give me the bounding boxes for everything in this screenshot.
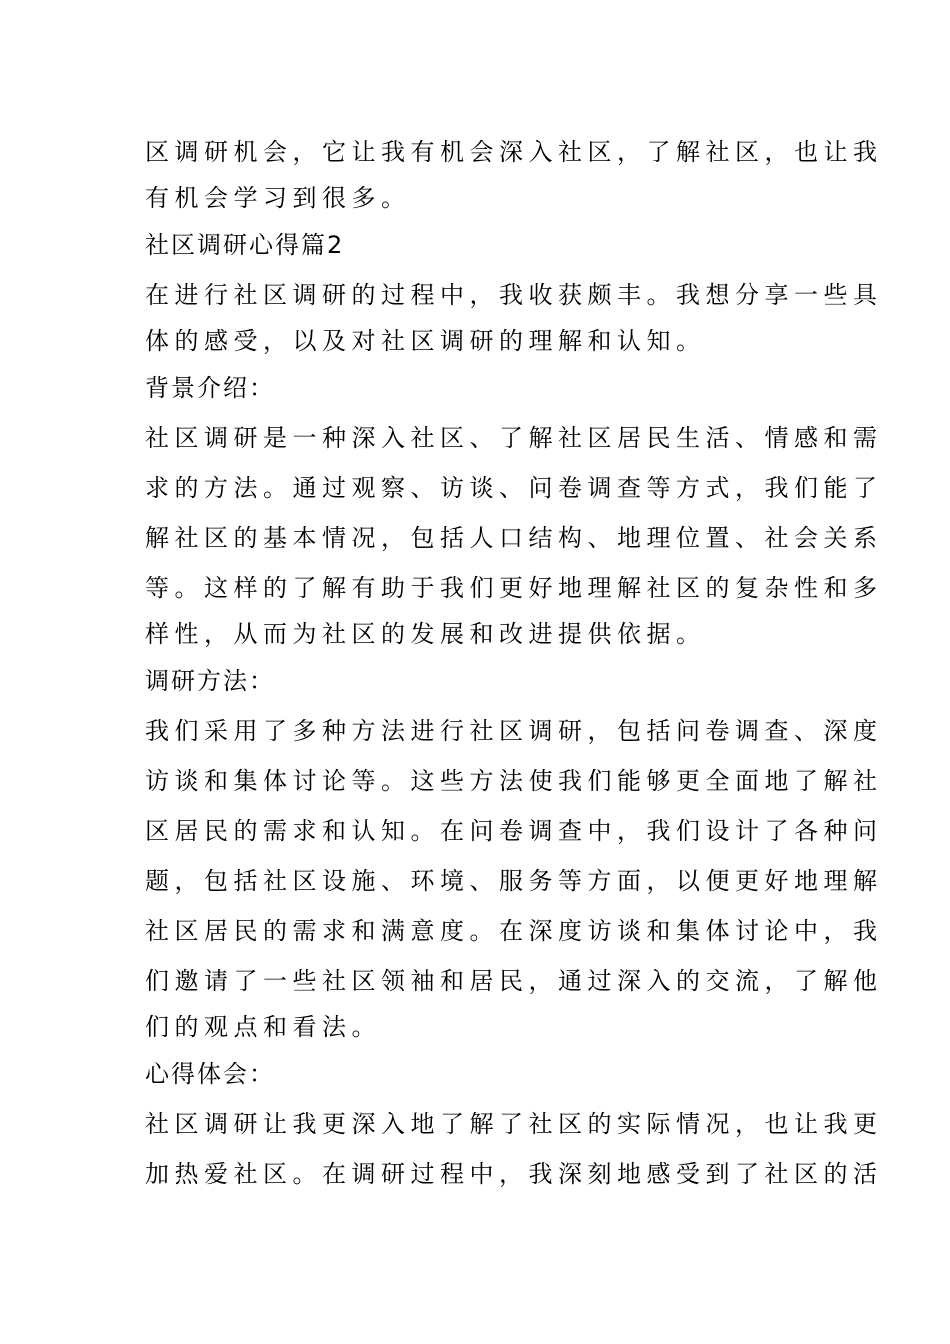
body-line: 我们采用了多种方法进行社区调研，包括问卷调查、深度 bbox=[145, 717, 883, 745]
body-line: 有机会学习到很多。 bbox=[145, 184, 411, 212]
body-line: 们的观点和看法。 bbox=[145, 1013, 381, 1041]
body-line: 们邀请了一些社区领袖和居民，通过深入的交流，了解他 bbox=[145, 967, 883, 995]
body-line: 等。这样的了解有助于我们更好地理解社区的复杂性和多 bbox=[145, 574, 883, 602]
body-line: 在进行社区调研的过程中，我收获颇丰。我想分享一些具 bbox=[145, 281, 883, 309]
body-line: 社区调研让我更深入地了解了社区的实际情况，也让我更 bbox=[145, 1110, 883, 1138]
body-line: 加热爱社区。在调研过程中，我深刻地感受到了社区的活 bbox=[145, 1160, 883, 1188]
subheading-experience: 心得体会： bbox=[145, 1060, 275, 1088]
document-body bbox=[145, 127, 883, 1199]
section-title: 社区调研心得篇2 bbox=[145, 231, 345, 259]
body-line: 社区调研是一种深入社区、了解社区居民生活、情感和需 bbox=[145, 424, 883, 452]
subheading-background: 背景介绍： bbox=[145, 374, 275, 402]
body-line: 区调研机会，它让我有机会深入社区，了解社区，也让我 bbox=[145, 138, 883, 166]
body-line: 解社区的基本情况，包括人口结构、地理位置、社会关系 bbox=[145, 524, 883, 552]
body-line: 区居民的需求和认知。在问卷调查中，我们设计了各种问 bbox=[145, 817, 883, 845]
body-line: 体的感受，以及对社区调研的理解和认知。 bbox=[145, 327, 706, 355]
body-line: 样性，从而为社区的发展和改进提供依据。 bbox=[145, 620, 706, 648]
body-line: 社区居民的需求和满意度。在深度访谈和集体讨论中，我 bbox=[145, 917, 883, 945]
subheading-method: 调研方法： bbox=[145, 667, 275, 695]
body-line: 题，包括社区设施、环境、服务等方面，以便更好地理解 bbox=[145, 867, 883, 895]
body-line: 求的方法。通过观察、访谈、问卷调查等方式，我们能了 bbox=[145, 474, 883, 502]
body-line: 访谈和集体讨论等。这些方法使我们能够更全面地了解社 bbox=[145, 767, 883, 795]
